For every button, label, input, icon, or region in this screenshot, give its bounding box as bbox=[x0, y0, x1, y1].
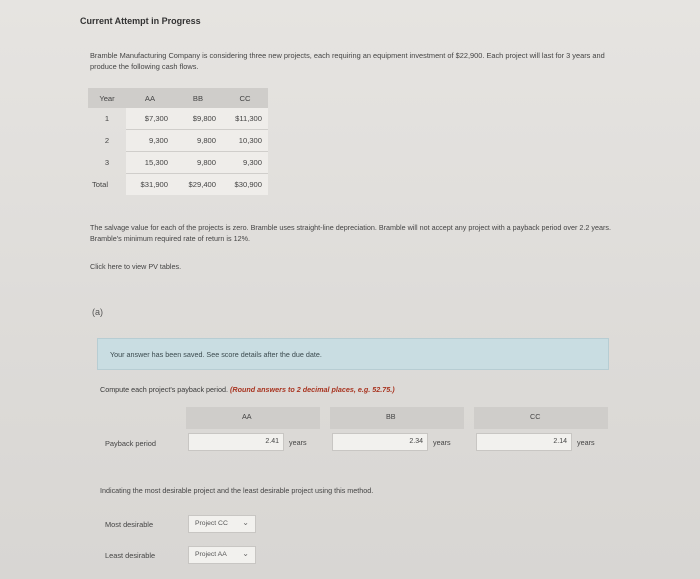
most-desirable-select[interactable] bbox=[188, 515, 256, 533]
total-cell: $30,900 bbox=[222, 174, 268, 196]
most-desirable-value: Project CC bbox=[195, 520, 228, 527]
payback-bb-value: 2.34 bbox=[409, 438, 423, 445]
payback-bb-input[interactable] bbox=[332, 433, 428, 451]
problem-intro: Bramble Manufacturing Company is considering three new projects, each requiring an equipment investment of $22,900. Each project will last for 3 years and produce the following cash flows. bbox=[90, 51, 605, 71]
cash-flow-cell: $9,800 bbox=[174, 108, 222, 130]
least-desirable-label: Least desirable bbox=[105, 551, 156, 560]
table-row bbox=[88, 130, 268, 152]
rounding-hint: (Round answers to 2 decimal places, e.g. 52.75.) bbox=[230, 385, 395, 394]
cash-flow-cell: $11,300 bbox=[222, 108, 268, 130]
cash-flow-cell: 9,300 bbox=[126, 130, 174, 152]
salvage-text: The salvage value for each of the projects is zero. Bramble uses straight-line depreciation. Bramble will not accept any project with a payback period over 2.2 years. Bramble's minimum required rate of return is 12%. bbox=[90, 223, 611, 243]
payback-cc-unit: years bbox=[577, 438, 595, 447]
column-header-year: Year bbox=[88, 88, 126, 108]
column-header-bb bbox=[330, 407, 464, 429]
payback-aa-input[interactable] bbox=[188, 433, 284, 451]
pv-tables-link[interactable]: Click here to view PV tables. bbox=[90, 262, 182, 271]
table-total-row bbox=[88, 174, 268, 196]
attempt-status-title: Current Attempt in Progress bbox=[80, 16, 201, 26]
column-header-bb: BB bbox=[174, 88, 222, 108]
total-label: Total bbox=[92, 179, 109, 189]
question-instruction bbox=[100, 385, 395, 394]
column-header-cc-label: CC bbox=[530, 412, 541, 421]
payback-aa-value: 2.41 bbox=[265, 438, 279, 445]
saved-answer-banner bbox=[97, 338, 609, 370]
year-cell: 1 bbox=[104, 114, 110, 124]
cash-flow-cell: 9,800 bbox=[174, 152, 222, 174]
chevron-down-icon: ⌄ bbox=[242, 518, 249, 527]
payback-cc-input[interactable] bbox=[476, 433, 572, 451]
column-header-cc bbox=[474, 407, 608, 429]
cash-flow-cell: 10,300 bbox=[222, 130, 268, 152]
column-header-aa-label: AA bbox=[242, 412, 252, 421]
payback-aa-unit: years bbox=[289, 438, 307, 447]
chevron-down-icon: ⌄ bbox=[242, 549, 249, 558]
total-cell: $31,900 bbox=[126, 174, 174, 196]
cash-flow-cell: 15,300 bbox=[126, 152, 174, 174]
payback-cc-value: 2.14 bbox=[553, 438, 567, 445]
part-label: (a) bbox=[92, 307, 103, 317]
year-cell: 2 bbox=[104, 136, 110, 145]
cash-flow-table bbox=[88, 88, 268, 195]
column-header-aa bbox=[186, 407, 320, 429]
cash-flow-cell: 9,300 bbox=[222, 152, 268, 174]
cash-flow-cell: $7,300 bbox=[126, 108, 174, 130]
table-row bbox=[88, 108, 268, 130]
column-header-aa: AA bbox=[126, 88, 174, 108]
year-cell: 3 bbox=[104, 158, 110, 167]
saved-answer-text: Your answer has been saved. See score details after the due date. bbox=[110, 350, 322, 359]
least-desirable-select[interactable] bbox=[188, 546, 256, 564]
payback-bb-unit: years bbox=[433, 438, 451, 447]
instruction-text: Compute each project's payback period. bbox=[100, 385, 229, 394]
payback-period-label: Payback period bbox=[105, 439, 156, 448]
total-cell: $29,400 bbox=[174, 174, 222, 196]
cash-flow-cell: 9,800 bbox=[174, 130, 222, 152]
column-header-cc: CC bbox=[222, 88, 268, 108]
column-header-bb-label: BB bbox=[386, 412, 396, 421]
table-header-row bbox=[88, 88, 268, 108]
desirability-instruction: Indicating the most desirable project and the least desirable project using this method. bbox=[100, 486, 374, 495]
least-desirable-value: Project AA bbox=[195, 551, 227, 558]
table-row bbox=[88, 152, 268, 174]
most-desirable-label: Most desirable bbox=[105, 520, 154, 529]
